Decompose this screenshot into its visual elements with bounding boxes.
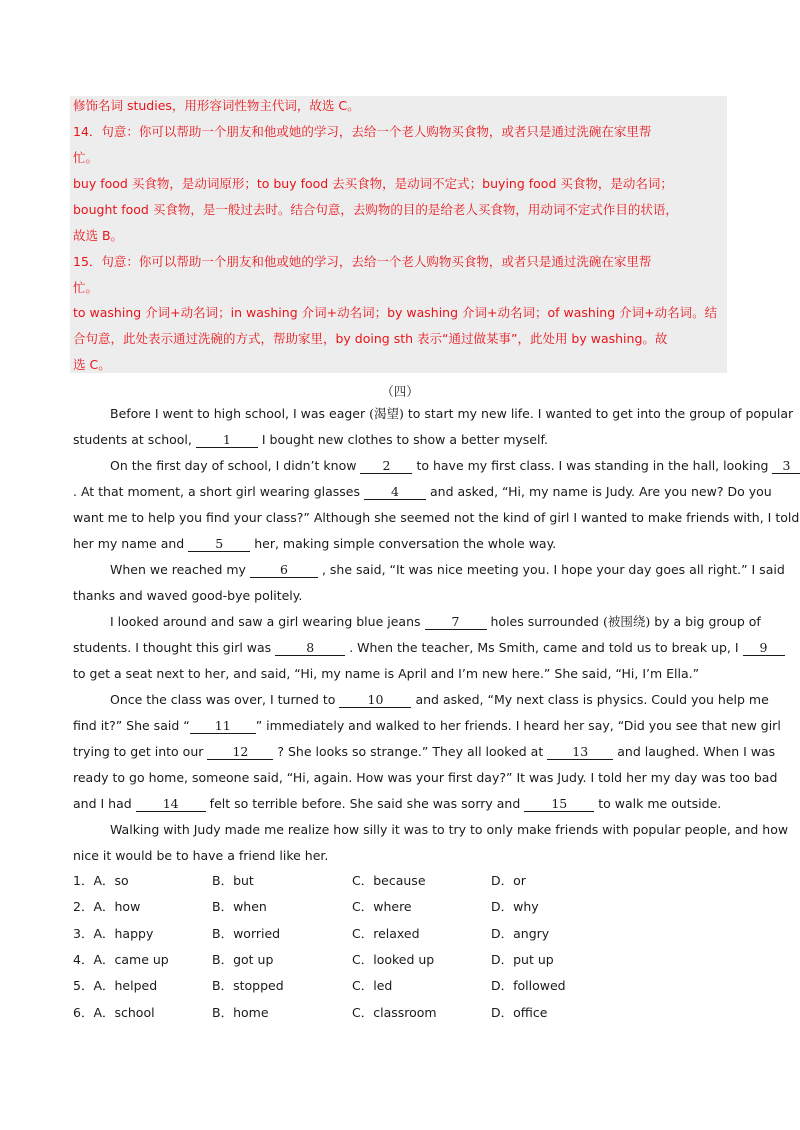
- passage-line: trying to get into our 12 ? She looks so strange.” They all looked at 13 and laughed. When I was: [73, 744, 776, 759]
- explanation-line: 14．句意：你可以帮助一个朋友和他或她的学习，去给一个老人购物买食物，或者只是通过洗碗在家里帮: [73, 124, 652, 139]
- explanation-line: 故选 B。: [73, 228, 124, 243]
- option-b[interactable]: B．worried: [212, 926, 281, 941]
- passage-line: . At that moment, a short girl wearing glasses 4 and asked, “Hi, my name is Judy. Are you new? Do you: [73, 484, 772, 499]
- option-c[interactable]: C．looked up: [352, 952, 435, 967]
- option-b[interactable]: B．got up: [212, 952, 274, 967]
- passage-line: and I had 14 felt so terrible before. She said she was sorry and 15 to walk me outside.: [73, 796, 722, 811]
- explanation-line: 15．句意：你可以帮助一个朋友和他或她的学习，去给一个老人购物买食物，或者只是通过洗碗在家里帮: [73, 254, 652, 269]
- passage-line: nice it would be to have a friend like her.: [73, 848, 329, 863]
- option-d[interactable]: D．why: [491, 899, 539, 914]
- blank-13[interactable]: 13: [547, 745, 613, 760]
- question-options-4: [73, 952, 733, 968]
- passage-line: On the first day of school, I didn’t know 2 to have my first class. I was standing in the hall, looking 3: [110, 458, 728, 474]
- passage-line: thanks and waved good-bye politely.: [73, 588, 303, 603]
- passage-line: Walking with Judy made me realize how silly it was to try to only make friends with popular people, and how: [110, 822, 789, 837]
- option-a[interactable]: 2．A．how: [73, 899, 141, 914]
- option-b[interactable]: B．when: [212, 899, 267, 914]
- option-d[interactable]: D．followed: [491, 978, 566, 993]
- passage-line: students at school, 1 I bought new clothes to show a better myself.: [73, 432, 548, 447]
- explanation-line: bought food 买食物，是一般过去时。结合句意，去购物的目的是给老人买食物，用动词不定式作目的状语，: [73, 202, 678, 217]
- blank-4[interactable]: 4: [364, 485, 426, 500]
- explanation-line: 合句意，此处表示通过洗碗的方式，帮助家里，by doing sth 表示“通过做某事”，此处用 by washing。故: [73, 331, 668, 346]
- explanation-line: 修饰名词 studies，用形容词性物主代词，故选 C。: [73, 98, 360, 113]
- blank-12[interactable]: 12: [207, 745, 273, 760]
- option-c[interactable]: C．relaxed: [352, 926, 420, 941]
- blank-9[interactable]: 9: [743, 641, 785, 656]
- passage-line: her my name and 5 her, making simple conversation the whole way.: [73, 536, 557, 551]
- blank-8[interactable]: 8: [275, 641, 345, 656]
- option-b[interactable]: B．home: [212, 1005, 269, 1020]
- option-a[interactable]: 3．A．happy: [73, 926, 154, 941]
- option-d[interactable]: D．or: [491, 873, 526, 888]
- option-d[interactable]: D．put up: [491, 952, 554, 967]
- blank-1[interactable]: 1: [196, 433, 258, 448]
- option-b[interactable]: B．but: [212, 873, 254, 888]
- option-b[interactable]: B．stopped: [212, 978, 284, 993]
- question-options-6: [73, 1005, 733, 1021]
- option-a[interactable]: 5．A．helped: [73, 978, 158, 993]
- option-a[interactable]: 1．A．so: [73, 873, 129, 888]
- explanation-line: 选 C。: [73, 357, 111, 372]
- passage-line: Before I went to high school, I was eager (渴望) to start my new life. I wanted to get into the group of popular: [110, 406, 794, 421]
- explanation-line: buy food 买食物，是动词原形；to buy food 去买食物，是动词不定式；buying food 买食物，是动名词；: [73, 176, 673, 191]
- option-a[interactable]: 4．A．came up: [73, 952, 169, 967]
- blank-2[interactable]: 2: [360, 459, 412, 474]
- explanation-line: 忙。: [73, 280, 99, 295]
- blank-14[interactable]: 14: [136, 797, 206, 812]
- passage-line: ready to go home, someone said, “Hi, again. How was your first day?” It was Judy. I told her my day was too bad: [73, 770, 778, 785]
- option-d[interactable]: D．office: [491, 1005, 548, 1020]
- question-options-2: [73, 899, 733, 915]
- section-title: （四）: [381, 384, 419, 399]
- blank-6[interactable]: 6: [250, 563, 318, 578]
- blank-10[interactable]: 10: [339, 693, 411, 708]
- blank-3[interactable]: 3: [772, 459, 800, 474]
- passage-line: find it?” She said “ 11 ” immediately and walked to her friends. I heard her say, “Did you see that new girl: [73, 718, 781, 733]
- option-a[interactable]: 6．A．school: [73, 1005, 155, 1020]
- option-c[interactable]: C．because: [352, 873, 426, 888]
- question-options-3: [73, 926, 733, 942]
- question-options-5: [73, 978, 733, 994]
- blank-5[interactable]: 5: [188, 537, 250, 552]
- passage-line: When we reached my 6 , she said, “It was nice meeting you. I hope your day goes all right.” I said: [110, 562, 785, 577]
- option-c[interactable]: C．where: [352, 899, 412, 914]
- blank-15[interactable]: 15: [524, 797, 594, 812]
- passage-line: I looked around and saw a girl wearing blue jeans 7 holes surrounded (被围绕) by a big group of: [110, 614, 761, 629]
- passage-line: Once the class was over, I turned to 10 and asked, “My next class is physics. Could you help me: [110, 692, 769, 707]
- blank-7[interactable]: 7: [425, 615, 487, 630]
- question-options-1: [73, 873, 733, 889]
- explanation-line: 忙。: [73, 150, 99, 165]
- passage-line: want me to help you find your class?” Although she seemed not the kind of girl I wanted to make friends with, I told: [73, 510, 800, 525]
- option-d[interactable]: D．angry: [491, 926, 550, 941]
- passage-line: students. I thought this girl was 8 . When the teacher, Ms Smith, came and told us to break up, I 9: [73, 640, 728, 656]
- blank-11[interactable]: 11: [190, 719, 256, 734]
- explanation-line: to washing 介词+动名词；in washing 介词+动名词；by washing 介词+动名词；of washing 介词+动名词。结: [73, 305, 718, 320]
- option-c[interactable]: C．classroom: [352, 1005, 437, 1020]
- option-c[interactable]: C．led: [352, 978, 393, 993]
- passage-line: to get a seat next to her, and said, “Hi, my name is April and I’m new here.” She said, “Hi, I’m Ella.”: [73, 666, 700, 681]
